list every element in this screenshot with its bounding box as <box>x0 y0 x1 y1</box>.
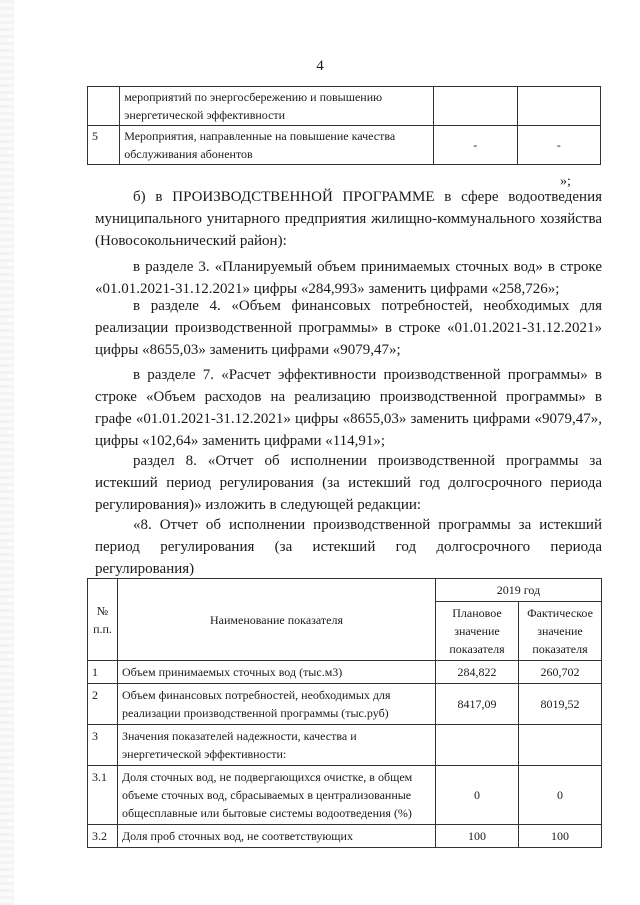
row-number: 2 <box>88 684 118 725</box>
paragraph-section-7: в разделе 7. «Расчет эффективности производственной программы» в строке «Объем расходов на реализацию производственной программы» в графе «01.01.2021-31.12.2021» цифры «8655,03» заменить цифрами «9079,47», цифры «102,64» заменить цифрами «114,91»; <box>95 367 602 449</box>
table-row <box>88 126 601 165</box>
table-header-row <box>88 579 602 602</box>
table-row <box>88 825 602 848</box>
row-name: мероприятий по энергосбережению и повышению энергетической эффективности <box>120 87 434 126</box>
paragraph-section-4: в разделе 4. «Объем финансовых потребностей, необходимых для реализации производственной программы» в строке «01.01.2021-31.12.2021» цифры «8655,03» заменить цифрами «9079,47»; <box>95 298 602 358</box>
row-name: Мероприятия, направленные на повышение качества обслуживания абонентов <box>120 126 434 165</box>
row-number <box>88 87 120 126</box>
row-plan <box>436 725 519 766</box>
row-name: Доля сточных вод, не подвергающихся очистке, в общем объеме сточных вод, сбрасываемых в централизованные общесплавные или бытовые системы водоотведения (%) <box>118 766 436 825</box>
scan-edge <box>0 0 14 905</box>
header-number: № п.п. <box>88 579 118 661</box>
paragraph-report-title: «8. Отчет об исполнении производственной программы за истекший период регулирования (за истекший год долгосрочного периода регулирования) <box>95 517 602 577</box>
row-number: 3 <box>88 725 118 766</box>
row-number: 5 <box>88 126 120 165</box>
table-row <box>88 87 601 126</box>
row-name: Объем финансовых потребностей, необходимых для реализации производственной программы (тыс.руб) <box>118 684 436 725</box>
header-plan: Плановое значение показателя <box>436 602 519 661</box>
row-fact: 100 <box>519 825 602 848</box>
paragraph-section-8: раздел 8. «Отчет об исполнении производственной программы за истекший период регулирования (за истекший год долгосрочного периода регулирования)» изложить в следующей редакции: <box>95 453 602 513</box>
row-name: Объем принимаемых сточных вод (тыс.м3) <box>118 661 436 684</box>
table-row <box>88 661 602 684</box>
header-year: 2019 год <box>436 579 602 602</box>
report-table <box>87 578 602 848</box>
row-value: - <box>517 126 601 165</box>
row-value <box>517 87 601 126</box>
row-number: 3.1 <box>88 766 118 825</box>
header-name: Наименование показателя <box>118 579 436 661</box>
row-number: 3.2 <box>88 825 118 848</box>
row-plan: 8417,09 <box>436 684 519 725</box>
table-row <box>88 725 602 766</box>
row-value: - <box>434 126 517 165</box>
row-value <box>434 87 517 126</box>
row-fact: 260,702 <box>519 661 602 684</box>
top-table <box>87 86 601 165</box>
table-row <box>88 684 602 725</box>
row-name: Доля проб сточных вод, не соответствующих <box>118 825 436 848</box>
row-plan: 284,822 <box>436 661 519 684</box>
row-fact <box>519 725 602 766</box>
table-row <box>88 766 602 825</box>
row-plan: 0 <box>436 766 519 825</box>
closing-quote: »; <box>560 174 571 189</box>
row-number: 1 <box>88 661 118 684</box>
header-fact: Фактическое значение показателя <box>519 602 602 661</box>
row-plan: 100 <box>436 825 519 848</box>
row-fact: 0 <box>519 766 602 825</box>
paragraph-section-3: в разделе 3. «Планируемый объем принимаемых сточных вод» в строке «01.01.2021-31.12.2021» цифры «284,993» заменить цифрами «258,726»; <box>95 259 602 297</box>
row-fact: 8019,52 <box>519 684 602 725</box>
paragraph-intro: б) в ПРОИЗВОДСТВЕННОЙ ПРОГРАММЕ в сфере водоотведения муниципального унитарного предприятия жилищно-коммунального хозяйства (Новосокольнический район): <box>95 189 602 249</box>
row-name: Значения показателей надежности, качества и энергетической эффективности: <box>118 725 436 766</box>
page-number: 4 <box>316 58 324 74</box>
